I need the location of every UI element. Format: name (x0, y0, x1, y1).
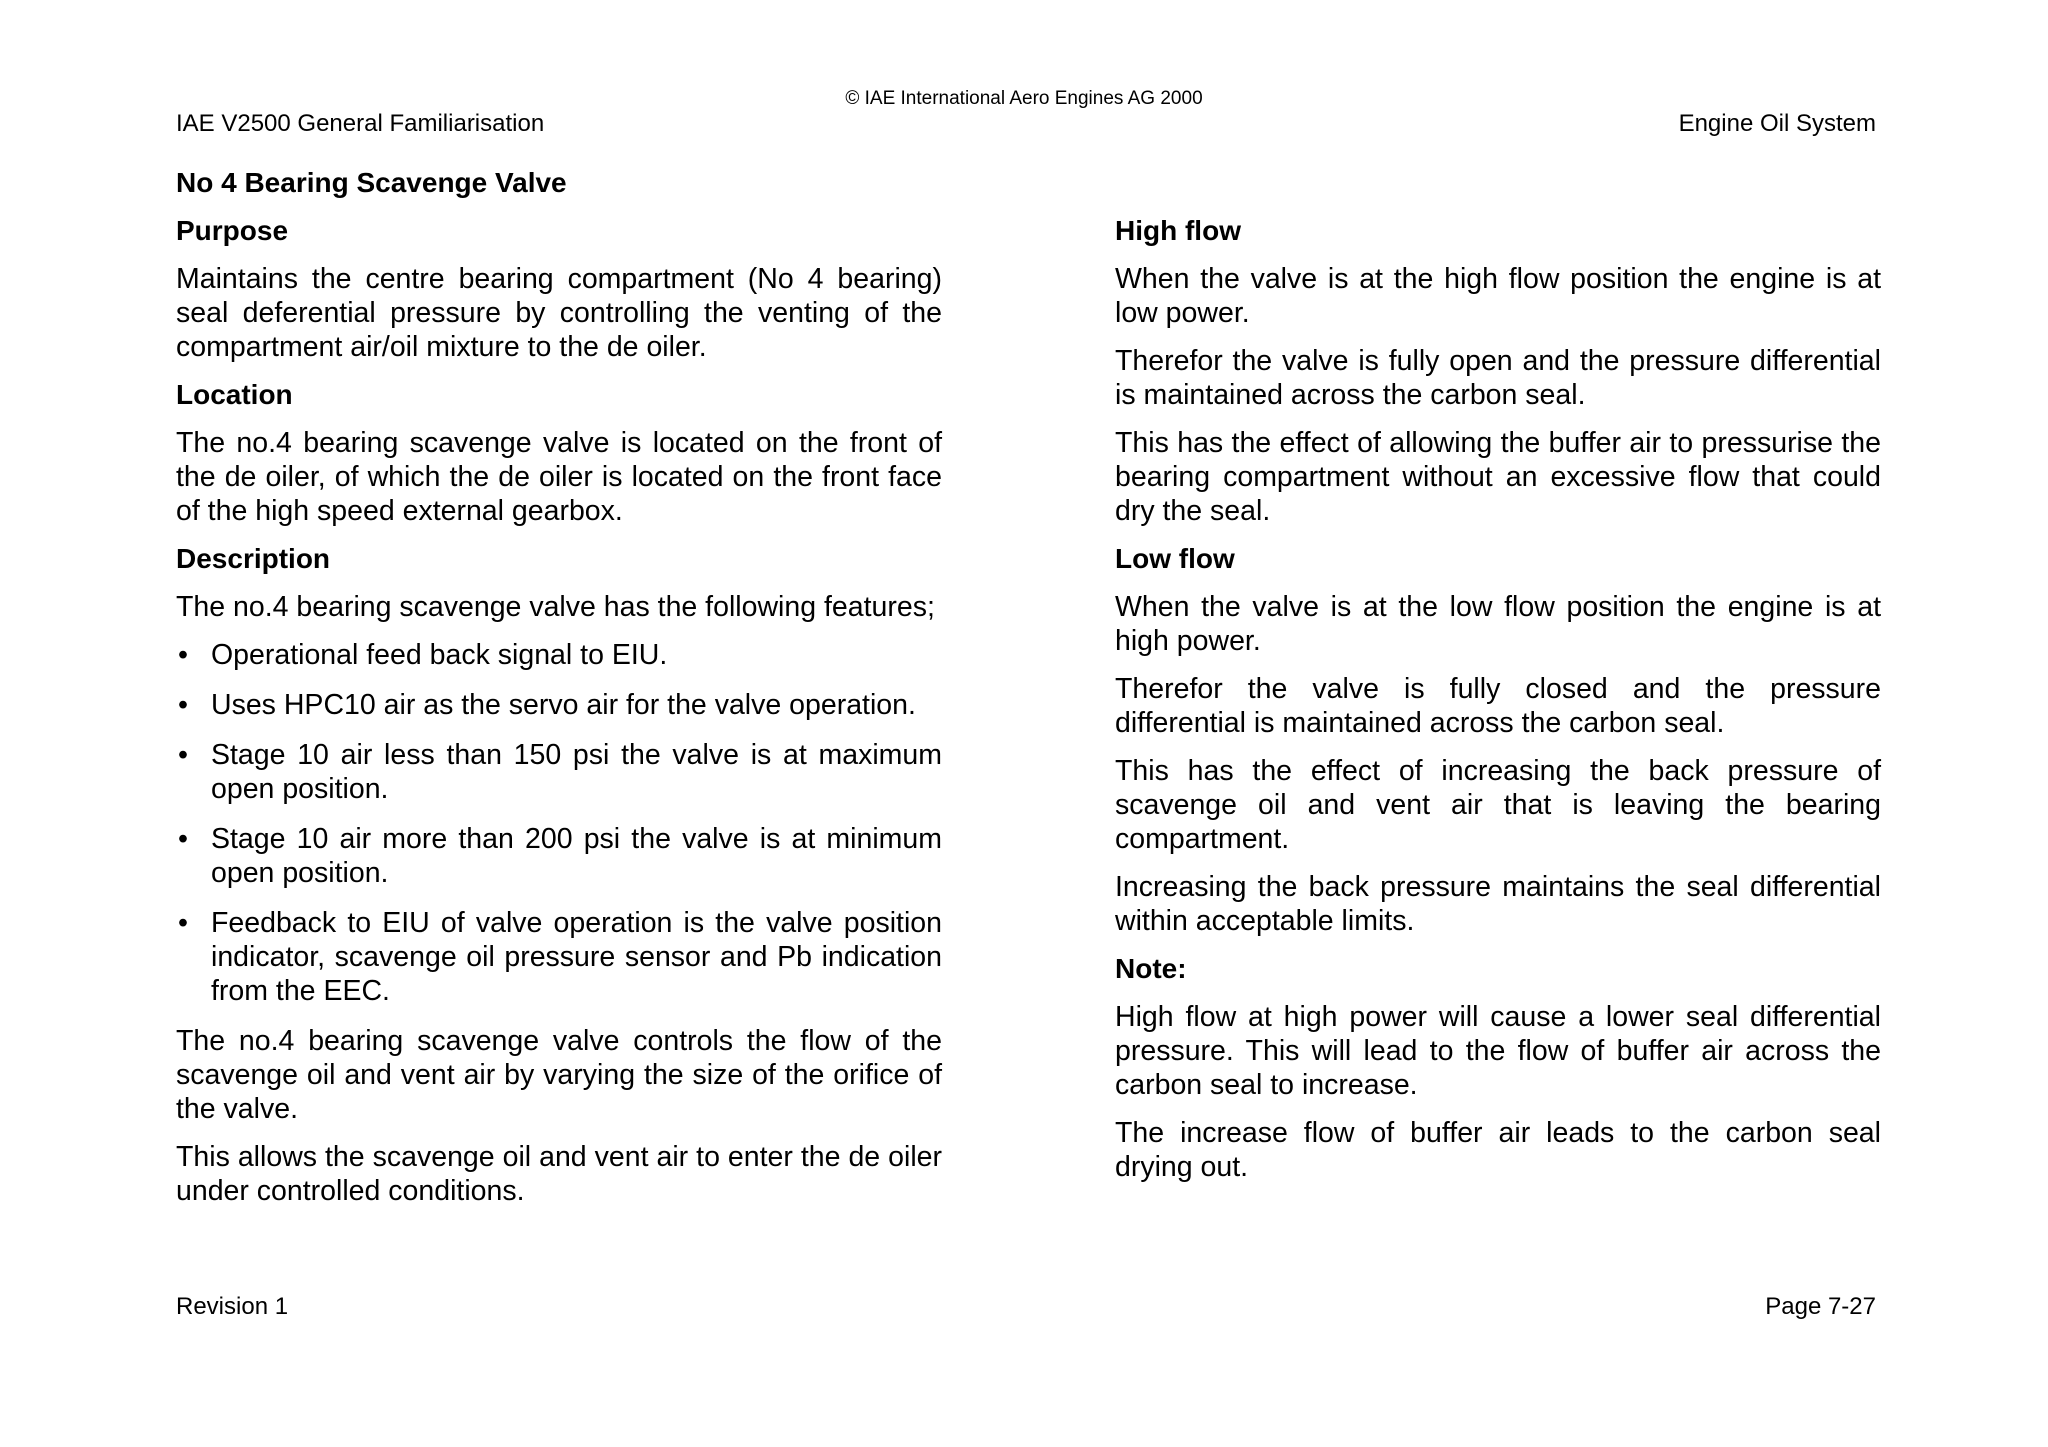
low-flow-heading: Low flow (1115, 543, 1235, 574)
location-heading: Location (176, 379, 293, 410)
note-paragraph-1: High flow at high power will cause a lower seal differential pressure. This will lead to the flow of buffer air across the carbon seal to increase. (1115, 1001, 1881, 1101)
low-flow-paragraph-1: When the valve is at the low flow position the engine is at high power. (1115, 591, 1881, 657)
description-paragraph-2: This allows the scavenge oil and vent air to enter the de oiler under controlled conditions. (176, 1141, 942, 1207)
list-item-text: Uses HPC10 air as the servo air for the valve operation. (211, 689, 916, 721)
location-text: The no.4 bearing scavenge valve is located on the front of the de oiler, of which the de oiler is located on the front face of the high speed external gearbox. (176, 427, 942, 527)
high-flow-heading: High flow (1115, 215, 1241, 246)
description-intro: The no.4 bearing scavenge valve has the following features; (176, 591, 935, 623)
bullet-icon: • (178, 639, 188, 671)
low-flow-paragraph-4: Increasing the back pressure maintains the seal differential within acceptable limits. (1115, 871, 1881, 937)
bullet-icon: • (178, 907, 188, 939)
right-column (1115, 214, 1881, 1198)
low-flow-paragraph-2: Therefor the valve is fully closed and the pressure differential is maintained across the carbon seal. (1115, 673, 1881, 739)
list-item-text: Stage 10 air less than 150 psi the valve is at maximum open position. (211, 739, 942, 805)
low-flow-paragraph-3: This has the effect of increasing the back pressure of scavenge oil and vent air that is leaving the bearing compartment. (1115, 755, 1881, 855)
bullet-icon: • (178, 689, 188, 721)
list-item-text: Stage 10 air more than 200 psi the valve is at minimum open position. (211, 823, 942, 889)
list-item-text: Operational feed back signal to EIU. (211, 639, 668, 671)
list-item (176, 688, 942, 722)
list-item-text: Feedback to EIU of valve operation is the valve position indicator, scavenge oil pressure sensor and Pb indication from the EEC. (211, 907, 942, 1007)
copyright-notice: © IAE International Aero Engines AG 2000 (845, 88, 1203, 109)
list-item (176, 738, 942, 806)
high-flow-paragraph-1: When the valve is at the high flow position the engine is at low power. (1115, 263, 1881, 329)
purpose-text: Maintains the centre bearing compartment (No 4 bearing) seal deferential pressure by controlling the venting of the compartment air/oil mixture to the de oiler. (176, 263, 942, 363)
description-paragraph-1: The no.4 bearing scavenge valve controls the flow of the scavenge oil and vent air by varying the size of the orifice of the valve. (176, 1025, 942, 1125)
document-title-header: IAE V2500 General Familiarisation (176, 110, 545, 137)
description-heading: Description (176, 543, 331, 574)
section-title-header: Engine Oil System (1678, 110, 1876, 137)
left-column (176, 214, 942, 1222)
list-item (176, 638, 942, 672)
list-item (176, 906, 942, 1008)
note-heading: Note: (1115, 953, 1187, 984)
bullet-icon: • (178, 739, 188, 771)
list-item (176, 822, 942, 890)
note-paragraph-2: The increase flow of buffer air leads to the carbon seal drying out. (1115, 1117, 1881, 1183)
features-list (176, 638, 942, 1008)
page-number: Page 7-27 (1765, 1293, 1876, 1320)
purpose-heading: Purpose (176, 215, 289, 246)
bullet-icon: • (178, 823, 188, 855)
page-title: No 4 Bearing Scavenge Valve (176, 167, 567, 198)
revision-label: Revision 1 (176, 1293, 289, 1320)
high-flow-paragraph-2: Therefor the valve is fully open and the pressure differential is maintained across the carbon seal. (1115, 345, 1881, 411)
high-flow-paragraph-3: This has the effect of allowing the buffer air to pressurise the bearing compartment without an excessive flow that could dry the seal. (1115, 427, 1881, 527)
